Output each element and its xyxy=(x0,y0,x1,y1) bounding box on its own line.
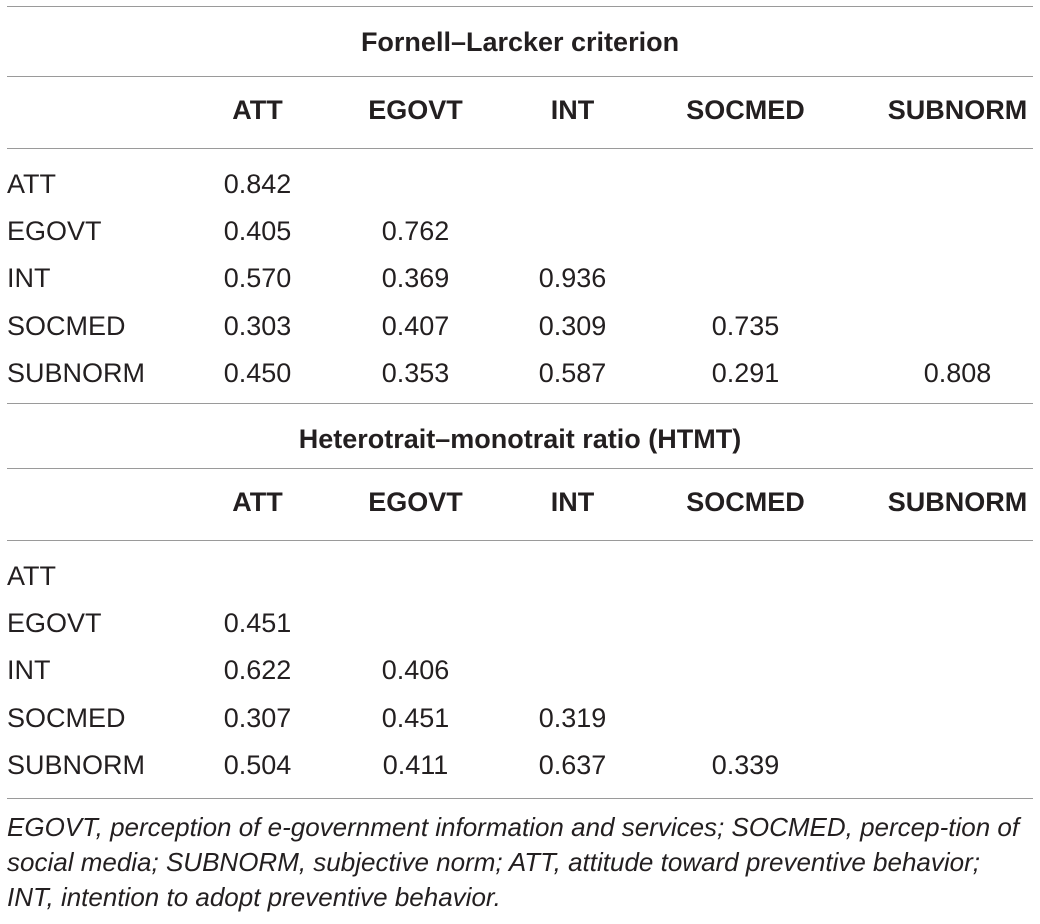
table-cell: 0.406 xyxy=(381,655,450,685)
table-cell: 0.622 xyxy=(223,655,292,685)
row-label: SUBNORM xyxy=(7,750,146,780)
column-header-subnorm: SUBNORM xyxy=(887,487,1028,517)
table-cell: 0.451 xyxy=(381,703,450,733)
table-cell: 0.353 xyxy=(381,358,450,388)
table-cell: 0.307 xyxy=(223,703,292,733)
row-label: ATT xyxy=(7,169,56,199)
table-cell: 0.936 xyxy=(538,263,607,293)
section-divider-rule xyxy=(7,403,1033,404)
table-cell: 0.319 xyxy=(538,703,607,733)
table-row xyxy=(0,652,1040,688)
row-label: SOCMED xyxy=(7,311,126,341)
table-cell: 0.291 xyxy=(711,358,780,388)
table-cell: 0.369 xyxy=(381,263,450,293)
table-cell: 0.407 xyxy=(381,311,450,341)
table-cell: 0.808 xyxy=(923,358,992,388)
table-cell: 0.451 xyxy=(223,608,292,638)
column-header-socmed: SOCMED xyxy=(686,487,805,517)
column-header-int: INT xyxy=(550,487,595,517)
table-row xyxy=(0,308,1040,344)
table-cell: 0.450 xyxy=(223,358,292,388)
column-header-subnorm: SUBNORM xyxy=(887,95,1028,125)
section-divider-rule xyxy=(7,468,1033,469)
table-cell: 0.637 xyxy=(538,750,607,780)
table-row xyxy=(0,700,1040,736)
table-row xyxy=(0,747,1040,783)
table-row xyxy=(0,558,1040,594)
table-row xyxy=(0,355,1040,391)
table-row xyxy=(0,605,1040,641)
table-cell: 0.504 xyxy=(223,750,292,780)
table-cell: 0.405 xyxy=(223,216,292,246)
column-header-att: ATT xyxy=(232,95,283,125)
section-title-htmt: Heterotrait–monotrait ratio (HTMT) xyxy=(298,424,742,454)
table-row xyxy=(0,213,1040,249)
row-label: EGOVT xyxy=(7,608,102,638)
table-footnote: EGOVT, perception of e-government information and services; SOCMED, percep-tion of social media; SUBNORM, subjective norm; ATT, attitude toward preventive behavior; INT, intention to adopt preventive behavior. xyxy=(7,812,1020,912)
table-bottom-rule xyxy=(7,798,1033,799)
table-cell: 0.842 xyxy=(223,169,292,199)
table-cell: 0.570 xyxy=(223,263,292,293)
row-label: ATT xyxy=(7,561,56,591)
table-cell: 0.587 xyxy=(538,358,607,388)
table-cell: 0.339 xyxy=(711,750,780,780)
table-cell: 0.303 xyxy=(223,311,292,341)
column-header-egovt: EGOVT xyxy=(368,487,463,517)
column-header-row xyxy=(0,92,1040,128)
row-label: SUBNORM xyxy=(7,358,146,388)
column-header-int: INT xyxy=(550,95,595,125)
table-cell: 0.309 xyxy=(538,311,607,341)
header-divider-rule xyxy=(7,148,1033,149)
section-divider-rule xyxy=(7,76,1033,77)
column-header-socmed: SOCMED xyxy=(686,95,805,125)
row-label: EGOVT xyxy=(7,216,102,246)
table-cell: 0.735 xyxy=(711,311,780,341)
column-header-row xyxy=(0,484,1040,520)
row-label: INT xyxy=(7,263,51,293)
section-title-fornell-larcker: Fornell–Larcker criterion xyxy=(360,27,680,57)
header-divider-rule xyxy=(7,540,1033,541)
table-cell: 0.762 xyxy=(381,216,450,246)
column-header-att: ATT xyxy=(232,487,283,517)
table-row xyxy=(0,260,1040,296)
table-row xyxy=(0,166,1040,202)
column-header-egovt: EGOVT xyxy=(368,95,463,125)
row-label: INT xyxy=(7,655,51,685)
table-cell: 0.411 xyxy=(382,750,449,780)
row-label: SOCMED xyxy=(7,703,126,733)
table-top-rule xyxy=(7,6,1033,7)
